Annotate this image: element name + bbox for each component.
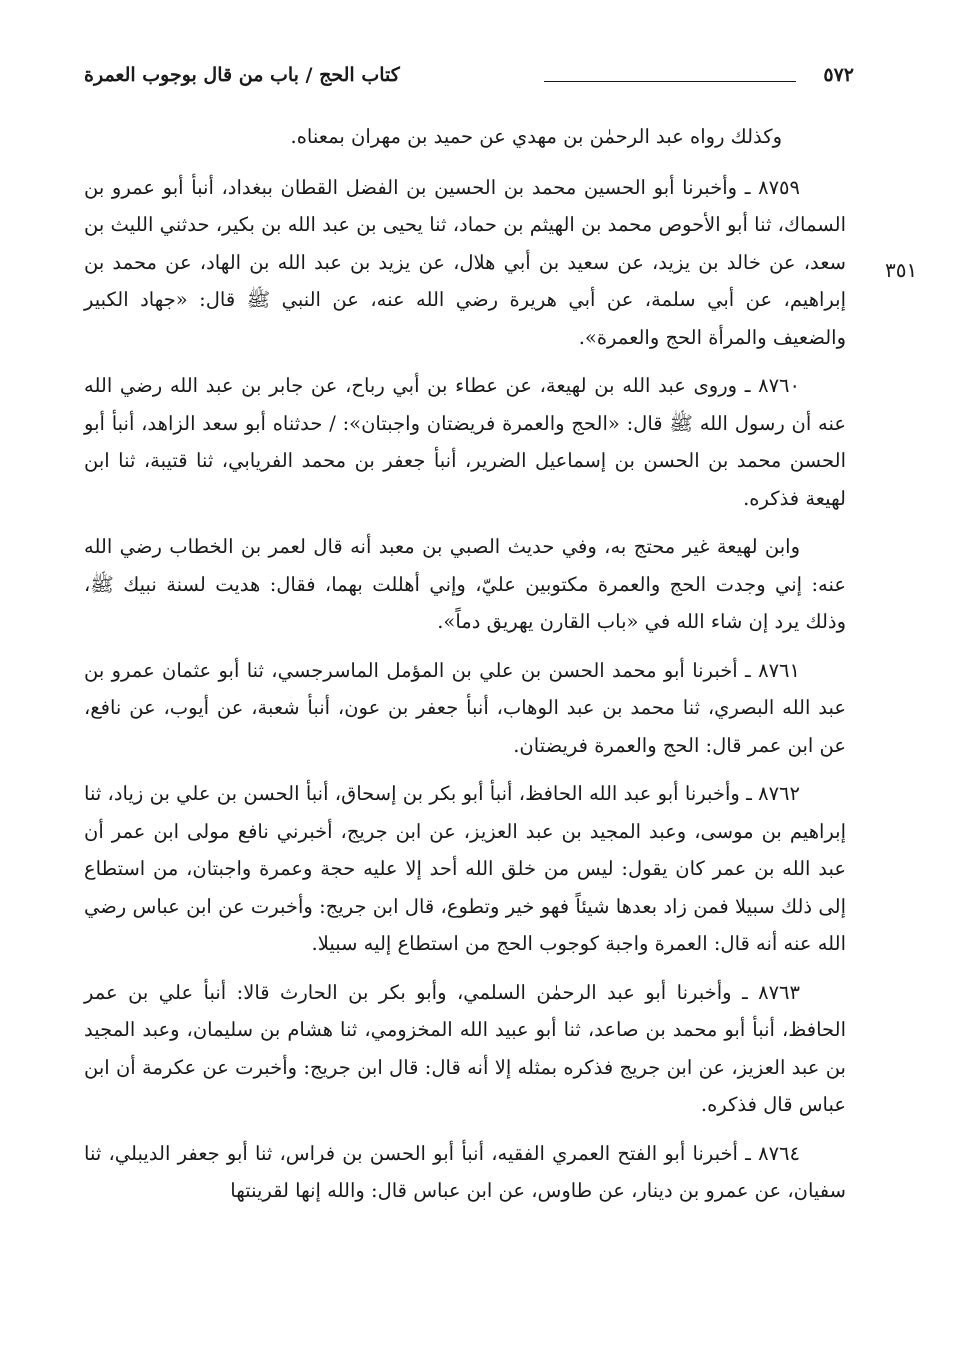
header-rule	[544, 81, 796, 82]
running-title: كتاب الحج / باب من قال بوجوب العمرة	[84, 64, 400, 86]
page-body	[84, 118, 846, 1221]
paragraph: وكذلك رواه عبد الرحمٰن بن مهدي عن حميد بن مهران بمعناه.	[290, 125, 782, 148]
page-header	[84, 62, 854, 96]
hadith-8762: ٨٧٦٢ ـ وأخبرنا أبو عبد الله الحافظ، أنبأ أبو بكر بن إسحاق، أنبأ الحسن بن علي بن زياد، ثنا إبراهيم بن موسى، وعبد المجيد بن عبد العزيز، عن ابن جريج، أخبرني نافع مولى ابن عمر أن عبد الله بن عمر كان يقول: ليس من خلق الله أحد إلا عليه حجة وعمرة واجبتان، من استطاع إلى ذلك سبيلا فمن زاد بعدها شيئاً فهو خير وتطوع، قال ابن جريج: وأخبرت عن ابن عباس رضي الله عنه أنه قال: العمرة واجبة كوجوب الحج من استطاع إليه سبيلا.	[84, 782, 846, 955]
hadith-8763: ٨٧٦٣ ـ وأخبرنا أبو عبد الرحمٰن السلمي، وأبو بكر بن الحارث قالا: أنبأ علي بن عمر الحافظ، أنبأ أبو محمد بن صاعد، ثنا أبو عبيد الله المخزومي، ثنا هشام بن سليمان، وعبد المجيد بن عبد العزيز، عن ابن جريج فذكره بمثله إلا أنه قال: قال ابن جريج: وأخبرت عن عكرمة أن ابن عباس قال فذكره.	[84, 980, 846, 1116]
page-number: ٥٧٢	[823, 64, 854, 86]
hadith-8761: ٨٧٦١ ـ أخبرنا أبو محمد الحسن بن علي بن المؤمل الماسرجسي، ثنا أبو عثمان عمرو بن عبد الله البصري، ثنا محمد بن عبد الوهاب، أنبأ جعفر بن عون، أنبأ شعبة، عن أيوب، عن نافع، عن ابن عمر قال: الحج والعمرة فريضتان.	[84, 658, 846, 757]
margin-page-reference: ٣٥١	[885, 258, 918, 282]
hadith-8760: ٨٧٦٠ ـ وروى عبد الله بن لهيعة، عن عطاء بن أبي رباح، عن جابر بن عبد الله رضي الله عنه أن رسول الله ﷺ قال: «الحج والعمرة فريضتان واجبتان»: / حدثناه أبو سعد الزاهد، أنبأ أبو الحسن محمد بن الحسن بن إسماعيل الضرير، أنبأ جعفر بن محمد الفريابي، ثنا قتيبة، ثنا ابن لهيعة فذكره.	[84, 374, 846, 510]
hadith-8759: ٨٧٥٩ ـ وأخبرنا أبو الحسين محمد بن الحسين بن الفضل القطان ببغداد، أنبأ أبو عمرو بن السماك، ثنا أبو الأحوص محمد بن الهيثم بن حماد، ثنا يحيى بن عبد الله بن بكير، حدثني الليث بن سعد، عن خالد بن يزيد، عن سعيد بن أبي هلال، عن يزيد بن عبد الله بن الهاد، عن محمد بن إبراهيم، عن أبي سلمة، عن أبي هريرة رضي الله عنه، عن النبي ﷺ قال: «جهاد الكبير والضعيف والمرأة الحج والعمرة».	[84, 175, 846, 349]
commentary-paragraph: وابن لهيعة غير محتج به، وفي حديث الصبي بن معبد أنه قال لعمر بن الخطاب رضي الله عنه: إني وجدت الحج والعمرة مكتوبين عليّ، وإني أهللت بهما، فقال: هديت لسنة نبيك ﷺ، وذلك يرد إن شاء الله في «باب القارن يهريق دماً».	[84, 535, 846, 633]
hadith-8764: ٨٧٦٤ ـ أخبرنا أبو الفتح العمري الفقيه، أنبأ أبو الحسن بن فراس، ثنا أبو جعفر الديبلي، ثنا سفيان، عن عمرو بن دينار، عن طاوس، عن ابن عباس قال: والله إنها لقرينتها	[84, 1141, 846, 1202]
